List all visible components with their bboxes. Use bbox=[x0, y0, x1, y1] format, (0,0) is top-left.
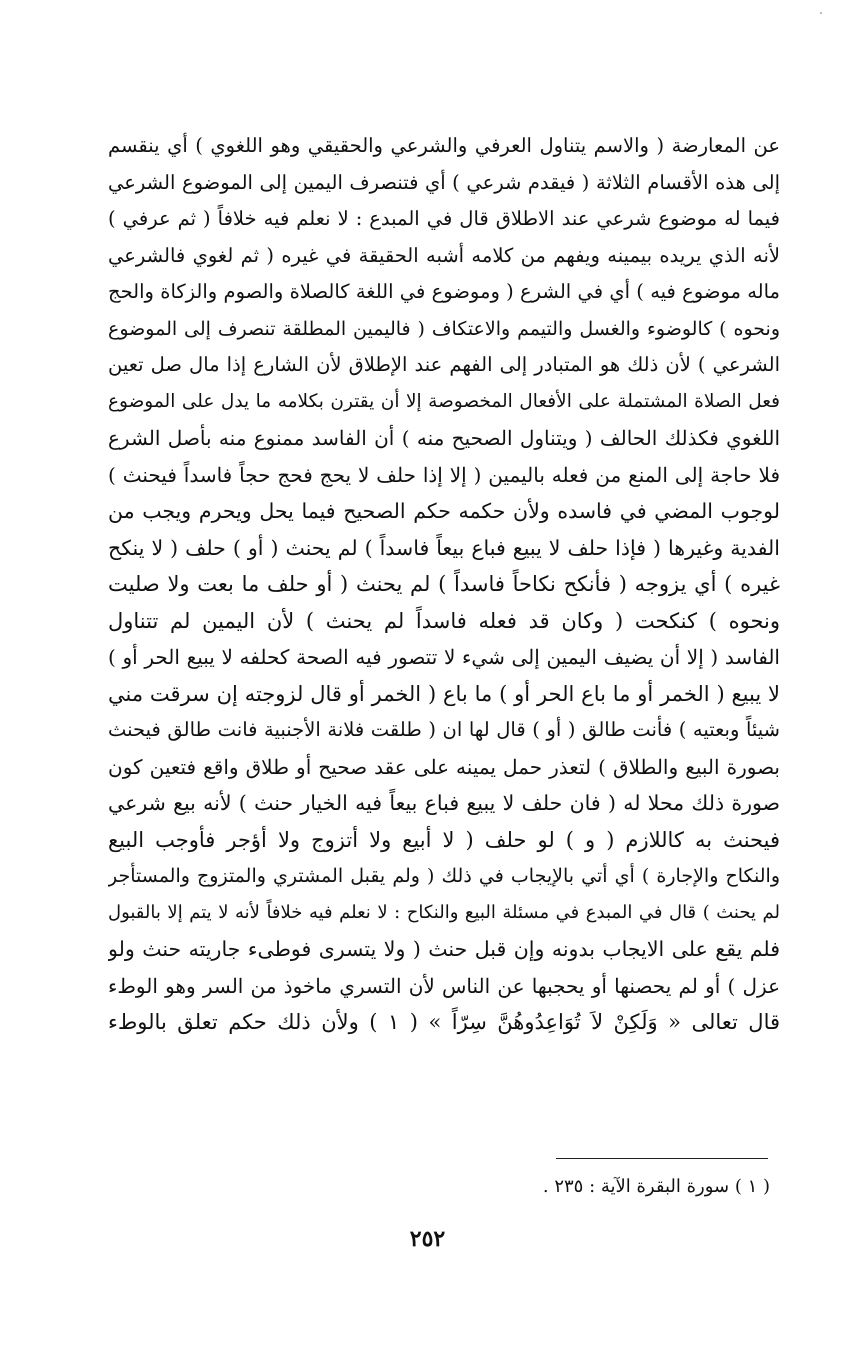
text-line: ماله موضوع فيه ) أي في الشرع ( وموضوع في اللغة كالصلاة والصوم والزكاة والحج bbox=[108, 280, 780, 303]
footnote: ( ١ ) سورة البقرة الآية : ٢٣٥ . bbox=[542, 1176, 770, 1197]
text-line: الشرعي ) لأن ذلك هو المتبادر إلى الفهم عند الإطلاق لأن الشارع إذا مال صل تعين bbox=[108, 353, 780, 376]
text-line: عزل ) أو لم يحصنها أو يحجبها عن الناس لأن التسري ماخوذ من السر وهو الوطء bbox=[108, 973, 780, 998]
text-line: شيئاً وبعتيه ) فأنت طالق ( أو ) قال لها ان ( طلقت فلانة الأجنبية فانت طالق فيحنث bbox=[108, 718, 780, 741]
text-line: عن المعارضة ( والاسم يتناول العرفي والشرعي والحقيقي وهو اللغوي ) أي ينقسم bbox=[108, 134, 780, 157]
text-line: الفدية وغيرها ( فإذا حلف لا يبيع فباع بيعاً فاسداً ) لم يحنث ( أو ) حلف ( لا ينكح bbox=[108, 535, 780, 560]
text-line: الفاسد ( إلا أن يضيف اليمين إلى شيء لا تتصور فيه الصحة كحلفه لا يبيع الحر أو ) bbox=[108, 645, 780, 669]
text-line: قال تعالى « وَلَكِنْ لاَ تُوَاعِدُوهُنَّ سِرّاً » ( ١ ) ولأن ذلك حكم تعلق بالوطء bbox=[108, 1010, 780, 1034]
text-line: لوجوب المضي في فاسده ولأن حكمه حكم الصحيح فيما يحل ويحرم ويجب من bbox=[108, 499, 780, 523]
text-line: والنكاح والإجارة ) أي أتي بالإيجاب في ذلك ( ولم يقبل المشتري والمتزوج والمستأجر bbox=[108, 865, 780, 887]
scan-speck bbox=[820, 12, 822, 14]
text-line: لم يحنث ) قال في المبدع في مسئلة البيع والنكاح : لا نعلم فيه خلافاً لأنه لا يتم إلا بالقبول bbox=[108, 901, 780, 923]
body-text bbox=[108, 128, 780, 1041]
text-line: اللغوي فكذلك الحالف ( ويتناول الصحيح منه ) أن الفاسد ممنوع منه بأصل الشرع bbox=[108, 426, 780, 450]
text-line: صورة ذلك محلا له ( فان حلف لا يبيع فباع بيعاً فيه الخيار حنث ) لأنه بيع شرعي bbox=[108, 791, 780, 815]
text-line: ونحوه ) كنكحت ( وكان قد فعله فاسداً لم يحنث ) لأن اليمين لم تتناول bbox=[108, 608, 780, 633]
text-line: بصورة البيع والطلاق ) لتعذر حمل يمينه على عقد صحيح أو طلاق واقع فتعين كون bbox=[108, 754, 780, 779]
text-line: فيحنث به كاللازم ( و ) لو حلف ( لا أبيع ولا أتزوج ولا أؤجر فأوجب البيع bbox=[108, 827, 780, 852]
text-line: فيما له موضوع شرعي عند الاطلاق قال في المبدع : لا نعلم فيه خلافاً ( ثم عرفي ) bbox=[108, 207, 780, 230]
page-number: ٢٥٢ bbox=[409, 1226, 446, 1252]
text-line: فعل الصلاة المشتملة على الأفعال المخصوصة إلا أن يقترن بكلامه ما يدل على الموضوع bbox=[108, 390, 780, 412]
text-line: إلى هذه الأقسام الثلاثة ( فيقدم شرعي ) أي فتنصرف اليمين إلى الموضوع الشرعي bbox=[108, 170, 780, 194]
text-line: لأنه الذي يريده بيمينه ويفهم من كلامه أشبه الحقيقة في غيره ( ثم لغوي فالشرعي bbox=[108, 243, 780, 267]
text-line: ونحوه ) كالوضوء والغسل والتيمم والاعتكاف ( فاليمين المطلقة تنصرف إلى الموضوع bbox=[108, 317, 780, 340]
text-line: لا يبيع ( الخمر أو ما باع الحر أو ) ما باع ( الخمر أو قال لزوجته إن سرقت مني bbox=[108, 681, 780, 706]
text-line: غيره ) أي يزوجه ( فأنكح نكاحاً فاسداً ) لم يحنث ( أو حلف ما بعت ولا صليت bbox=[108, 572, 780, 596]
footnote-separator bbox=[556, 1158, 768, 1159]
text-line: فلم يقع على الايجاب بدونه وإن قبل حنث ( ولا يتسرى فوطىء جاريته حنث ولو bbox=[108, 937, 780, 961]
text-line: فلا حاجة إلى المنع من فعله باليمين ( إلا إذا حلف لا يحج فحج حجاً فاسداً فيحنث ) bbox=[108, 462, 780, 487]
